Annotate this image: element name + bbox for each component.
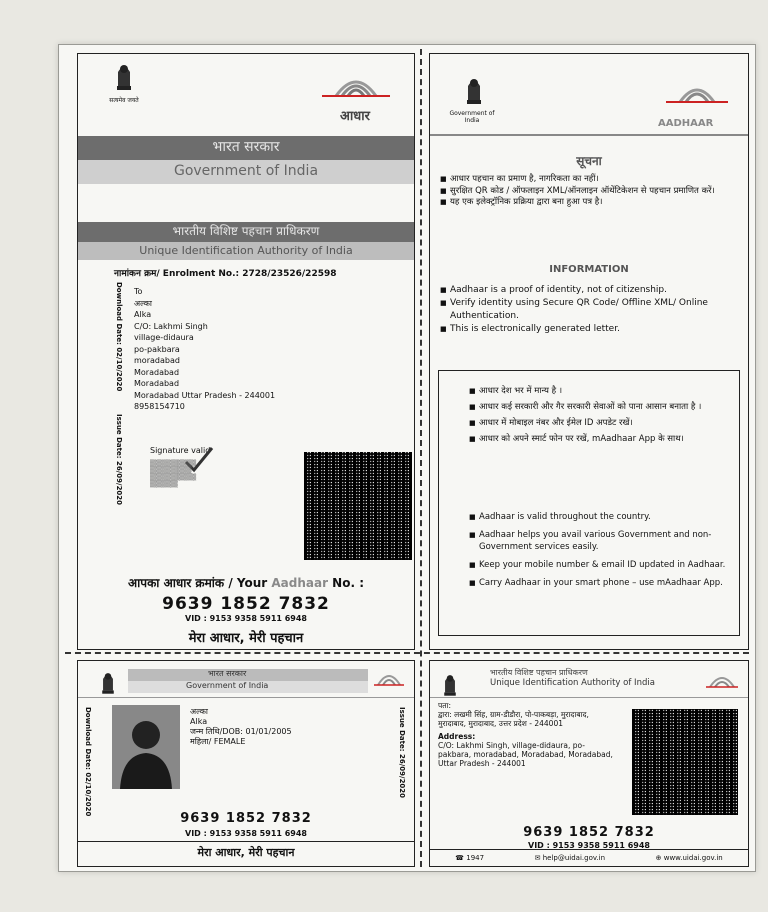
- email-icon: ✉: [534, 854, 541, 862]
- phone-icon: ☎: [455, 854, 464, 862]
- divider: [430, 697, 748, 698]
- letter-info-panel: [429, 53, 749, 650]
- globe-icon: ⊕: [655, 854, 662, 862]
- aadhaar-logo-icon: [704, 669, 740, 695]
- aadhaar-english-wordmark: AADHAAR: [658, 118, 714, 129]
- card-vid-number: VID : 9153 9358 5911 6948: [185, 829, 307, 838]
- person-silhouette-icon: [112, 705, 180, 789]
- card-tagline: मेरा आधार, मेरी पहचान: [197, 846, 295, 859]
- information-title: INFORMATION: [549, 264, 629, 275]
- holder-details: अल्का Alka जन्म तिथि/DOB: 01/01/2005 महिला/ FEMALE: [190, 707, 292, 746]
- aadhaar-card-back: [429, 660, 749, 867]
- information-list: ■ Aadhaar is a proof of identity, not of citizenship. ■ Verify identity using Secure QR Code/ Offline XML/ Online Authentication. ■ This is electronically generated letter.: [440, 284, 740, 336]
- divider: [430, 134, 748, 136]
- benefits-hindi-list: ■ आधार देश भर में मान्य है । ■ आधार कई सरकारी और गैर सरकारी सेवाओं को पाना आसान बनाता है । ■ आधार में मोबाइल नंबर और ईमेल ID अपडेट रखें। ■ आधार को अपने स्मार्ट फोन पर रखें, mAadhaar App के साथ।: [469, 385, 729, 445]
- card-uidai-english: Unique Identification Authority of India: [490, 678, 655, 688]
- notice-title-hindi: सूचना: [576, 154, 602, 168]
- national-emblem-icon: [98, 669, 118, 697]
- gov-english-bar: Government of India: [78, 160, 414, 184]
- card-aadhaar-number: 9639 1852 7832: [180, 811, 312, 826]
- your-aadhaar-label: आपका आधार क्रमांक / Your Aadhaar No. :: [128, 576, 364, 590]
- card-download-date: Download Date: 02/10/2020: [84, 707, 92, 817]
- divider: [78, 697, 414, 698]
- contact-footer: [430, 849, 748, 866]
- national-emblem-icon: [462, 74, 486, 108]
- recipient-address: To अल्का Alka C/O: Lakhmi Singh village-didaura po-pakbara moradabad Moradabad Moradabad Moradabad Uttar Pradesh - 244001 8958154710: [134, 287, 276, 411]
- uidai-english-bar: Unique Identification Authority of India: [78, 242, 414, 260]
- qr-code: [304, 452, 412, 560]
- letter-front-panel: [77, 53, 415, 650]
- signature-valid-label: Signature valid: [150, 446, 211, 455]
- aadhaar-benefits-box: [438, 370, 740, 636]
- divider: [78, 841, 414, 842]
- horizontal-cut-line: [65, 652, 749, 654]
- national-emblem-icon: [440, 671, 460, 699]
- phone-contact: ☎ 1947: [455, 854, 485, 862]
- gov-hindi-strip: [128, 669, 368, 681]
- emblem-caption: सत्यमेव जयते: [109, 97, 139, 104]
- card-uidai-hindi: भारतीय विशिष्ट पहचान प्राधिकरण: [490, 668, 588, 677]
- aadhaar-hindi-wordmark: आधार: [340, 109, 370, 124]
- card-qr-code: [632, 709, 738, 815]
- benefits-english-list: ■ Aadhaar is valid throughout the country. ■ Aadhaar helps you avail various Government and non-Government services easily. ■ Keep your mobile number & email ID updated in Aadhaar. ■ Carry Aadhaar in your smart phone – use mAadhaar App.: [469, 511, 729, 589]
- issue-date: Issue Date: 26/09/2020: [115, 414, 123, 506]
- enrolment-number: नामांकन क्रम/ Enrolment No.: 2728/23526/22598: [114, 269, 337, 279]
- card-back-aadhaar-number: 9639 1852 7832: [523, 825, 655, 840]
- national-emblem-icon: [112, 60, 136, 94]
- email-contact: ✉ help@uidai.gov.in: [534, 854, 606, 862]
- notice-hindi-list: ■ आधार पहचान का प्रमाण है, नागरिकता का नहीं। ■ सुरक्षित QR कोड / ऑफलाइन XML/ऑनलाइन ऑथेंटिकेशन से पहचान प्रमाणित करें। ■ यह एक इलेक्ट्रॉनिक प्रक्रिया द्वारा बना हुआ पत्र है।: [440, 174, 740, 209]
- card-gov-english: Government of India: [186, 681, 269, 690]
- aadhaar-letter-sheet: [58, 44, 756, 872]
- aadhaar-logo-icon: [662, 80, 732, 116]
- signature-details: ▒▒▒▒▒▒▒▒▒▒ ▒▒▒▒▒▒▒▒▒ ▒▒▒▒▒▒▒▒▒▒ ▒▒▒▒▒▒: [150, 460, 197, 488]
- vid-number: VID : 9153 9358 5911 6948: [185, 614, 307, 623]
- card-address: पता: द्वारा: लखमी सिंह, ग्राम-डीडौरा, पो-पाकबड़ा, मुरादाबाद, मुरादाबाद, मुरादाबाद, उत्तर प्रदेश - 244001 Address: C/O: Lakhmi Singh, village-didaura, po-pakbara, moradabad, Moradabad, Moradabad, Uttar Pradesh - 244001: [438, 701, 613, 768]
- tagline: मेरा आधार, मेरी पहचान: [188, 631, 304, 646]
- holder-photo: [112, 705, 180, 789]
- download-date: Download Date: 02/10/2020: [115, 282, 123, 392]
- aadhaar-number: 9639 1852 7832: [162, 594, 330, 614]
- uidai-hindi-bar: भारतीय विशिष्ट पहचान प्राधिकरण: [78, 222, 414, 242]
- aadhaar-card-front: [77, 660, 415, 867]
- card-back-vid-number: VID : 9153 9358 5911 6948: [528, 841, 650, 850]
- card-issue-date: Issue Date: 26/09/2020: [398, 707, 406, 799]
- aadhaar-logo-icon: [372, 667, 406, 691]
- gov-hindi-bar: भारत सरकार: [78, 136, 414, 160]
- vertical-cut-line: [420, 49, 422, 867]
- emblem-caption: Government of India: [449, 110, 495, 124]
- card-gov-hindi: भारत सरकार: [208, 669, 247, 678]
- web-contact: ⊕ www.uidai.gov.in: [655, 854, 723, 862]
